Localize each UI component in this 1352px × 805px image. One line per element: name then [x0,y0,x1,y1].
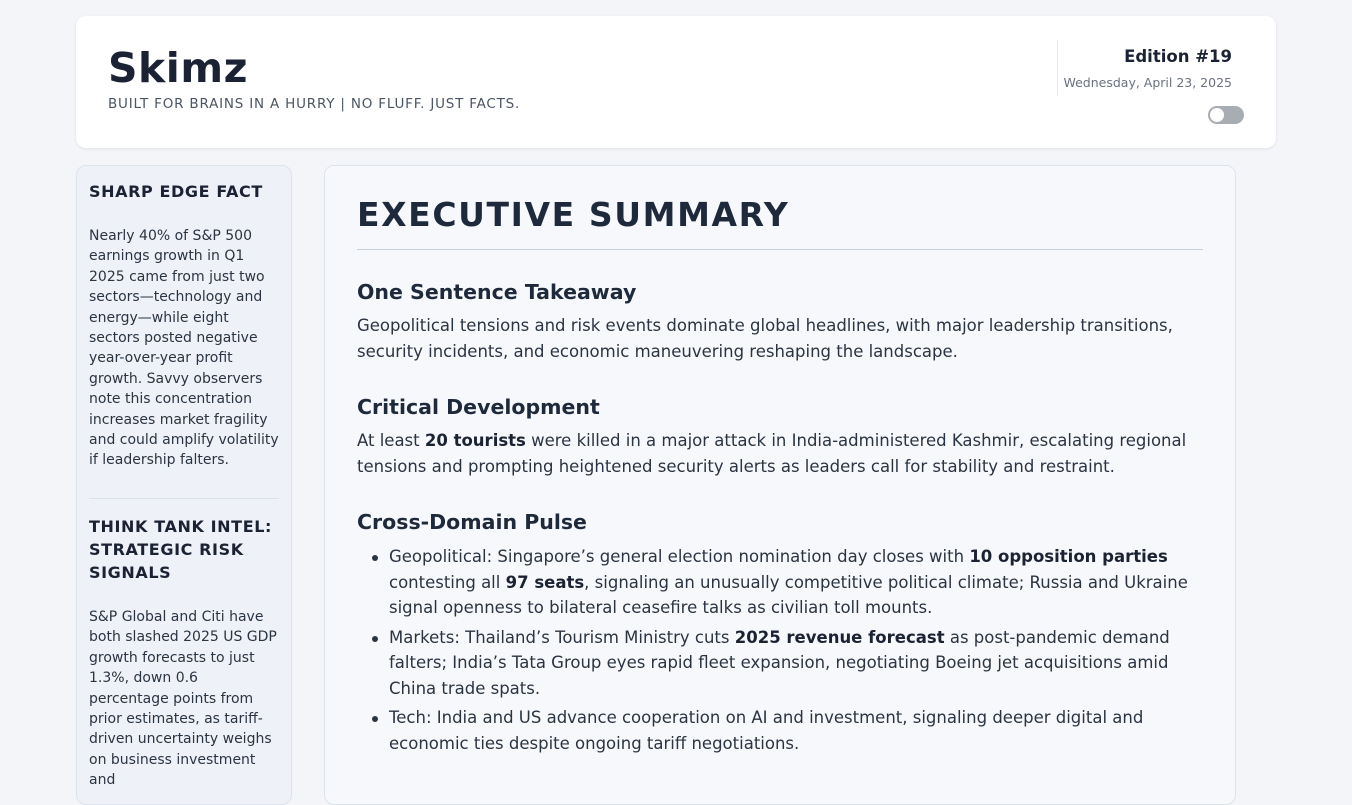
takeaway-heading: One Sentence Takeaway [357,280,637,304]
list-item-bold: 97 seats [505,572,585,592]
critical-text [357,428,1203,480]
takeaway-text: Geopolitical tensions and risk events dominate global headlines, with major leadership transitions, security incidents, and economic maneuvering reshaping the landscape. [357,316,1173,361]
list-item-text: as post-pandemic demand falters; India’s Tata Group eyes rapid fleet expansion, negotiating Boeing jet acquisitions amid China trade spats. [389,627,1170,698]
list-item-text: Markets: Thailand’s Tourism Ministry cuts [389,627,735,647]
list-item-text: , signaling an unusually competitive political climate; Russia and Ukraine signal openness to bilateral ceasefire talks as civilian toll mounts. [389,572,1188,617]
page-title: EXECUTIVE SUMMARY [357,194,1203,250]
main-content [324,165,1236,805]
list-item-text: Geopolitical: Singapore’s general election nomination day closes with [389,547,970,566]
sidebar-heading-think-tank: THINK TANK INTEL: STRATEGIC RISK SIGNALS [89,516,273,582]
tagline: BUILT FOR BRAINS IN A HURRY | NO FLUFF. JUST FACTS. [108,96,521,112]
sidebar-text-think-tank: S&P Global and Citi have both slashed 2025 US GDP growth forecasts to just 1.3%, down 0.6 percentage points from prior estimates, as tariff-driven uncertainty weighs on business investment and [89,608,277,789]
sidebar [76,165,292,805]
critical-text-part: At least [357,431,425,450]
list-item [357,625,1203,702]
pulse-list [357,544,1203,756]
brand-title: Skimz [108,44,248,92]
theme-toggle[interactable] [1208,106,1244,124]
list-item-bold: 10 opposition parties [969,547,1168,566]
sidebar-divider [89,498,279,499]
list-item [357,544,1203,621]
header-card [76,16,1276,148]
list-item [357,705,1203,756]
critical-text-part: were killed in a major attack in India-administered Kashmir, escalating regional tensions and prompting heightened security alerts as leaders call for stability and restraint. [357,431,1187,476]
sidebar-text-sharp-edge-fact: Nearly 40% of S&P 500 earnings growth in Q1 2025 came from just two sectors—technology and energy—while eight sectors posted negative year-over-year profit growth. Savvy observers note this concentration increases market fragility and could amplify volatility if leadership falters. [89,228,279,469]
critical-heading: Critical Development [357,395,600,419]
edition-info [1057,40,1247,96]
list-item-text: contesting all [389,572,506,592]
pulse-heading: Cross-Domain Pulse [357,510,587,534]
list-item-bold: 2025 revenue forecast [734,627,945,647]
toggle-knob [1210,108,1224,122]
list-item-text: Tech: India and US advance cooperation on AI and investment, signaling deeper digital and economic ties despite ongoing tariff negotiations. [389,708,1144,753]
edition-number: Edition #19 [1124,47,1232,66]
sidebar-heading-sharp-edge-fact: SHARP EDGE FACT [89,182,263,201]
edition-date: Wednesday, April 23, 2025 [1063,75,1232,90]
critical-text-bold: 20 tourists [424,431,526,450]
